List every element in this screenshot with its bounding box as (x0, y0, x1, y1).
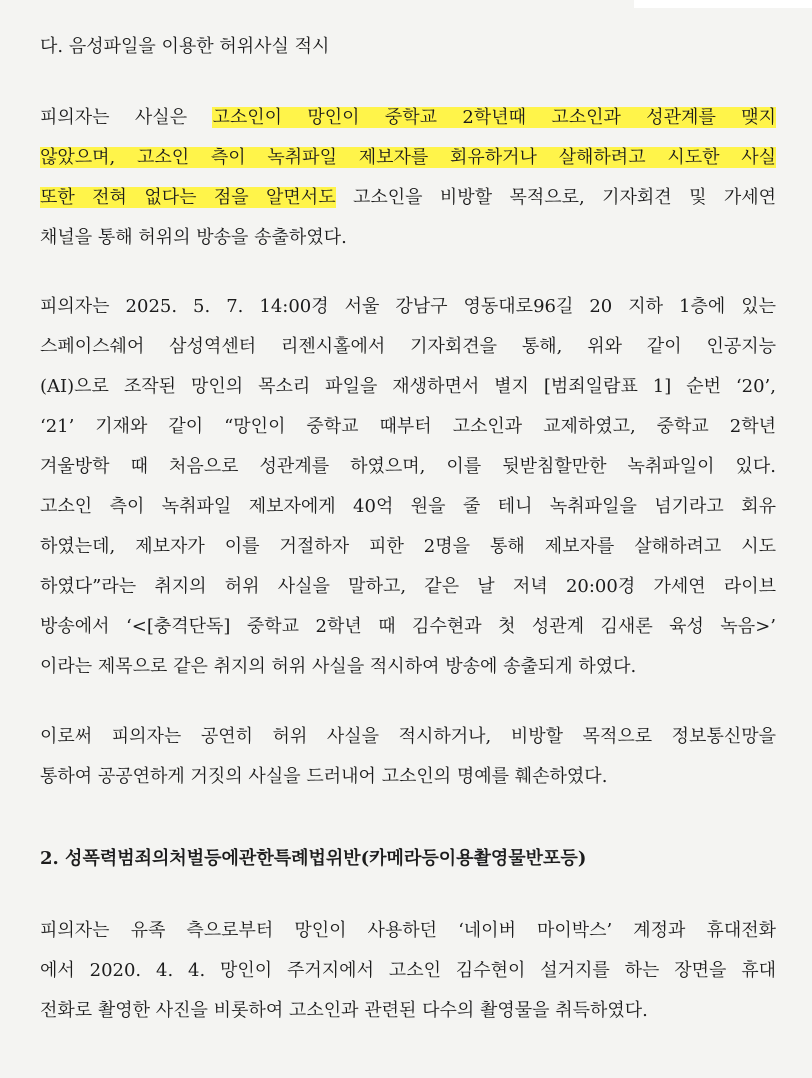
section-title-2: 2. 성폭력범죄의처벌등에관한특례법위반(카메라등이용촬영물반포등) (40, 848, 587, 869)
paragraph-line: 고소인 측이 녹취파일 제보자에게 40억 원을 줄 테니 녹취파일을 넘기라고 회유 (40, 496, 776, 517)
paragraph-line: 또한 전혀 없다는 점을 알면서도 고소인을 비방할 목적으로, 기자회견 및 가세연 (40, 187, 776, 208)
paragraph-line: 방송에서 ‘<[충격단독] 중학교 2학년 때 김수현과 첫 성관계 김새론 육성 녹음>’ (40, 616, 776, 637)
paragraph-line (40, 144, 776, 172)
paragraph-line: 피의자는 2025. 5. 7. 14:00경 서울 강남구 영동대로96길 20 지하 1층에 있는 (40, 296, 776, 317)
paragraph-line: 하였는데, 제보자가 이를 거절하자 피한 2명을 통해 제보자를 살해하려고 시도 (40, 536, 776, 557)
highlighted-text: 또한 전혀 없다는 점을 알면서도 (40, 187, 336, 208)
paragraph-line: 하였다”라는 취지의 허위 사실을 말하고, 같은 날 저녁 20:00경 가세연 라이브 (40, 576, 776, 597)
paragraph-line: 이라는 제목으로 같은 취지의 허위 사실을 적시하여 방송에 송출되게 하였다. (40, 656, 637, 677)
highlighted-text: 고소인이 망인이 중학교 2학년때 고소인과 성관계를 맺지 (212, 107, 776, 128)
paragraph-line: 스페이스쉐어 삼성역센터 리젠시홀에서 기자회견을 통해, 위와 같이 인공지능 (40, 336, 776, 357)
paragraph-line: 겨울방학 때 처음으로 성관계를 하였으며, 이를 뒷받침할만한 녹취파일이 있다. (40, 456, 776, 477)
paragraph-line: 피의자는 사실은 고소인이 망인이 중학교 2학년때 고소인과 성관계를 맺지 (40, 107, 776, 128)
paragraph-line: 피의자는 유족 측으로부터 망인이 사용하던 ‘네이버 마이박스’ 계정과 휴대전화 (40, 920, 776, 941)
header-mark (634, 0, 812, 8)
paragraph-line: ‘21’ 기재와 같이 “망인이 중학교 때부터 고소인과 교제하였고, 중학교 2학년 (40, 416, 776, 437)
paragraph-line: 에서 2020. 4. 4. 망인이 주거지에서 고소인 김수현이 설거지를 하는 장면을 휴대 (40, 960, 776, 981)
section-title-da: 다. 음성파일을 이용한 허위사실 적시 (40, 36, 330, 57)
paragraph-line: 채널을 통해 허위의 방송을 송출하였다. (40, 227, 347, 248)
highlighted-text: 않았으며, 고소인 측이 녹취파일 제보자를 회유하거나 살해하려고 시도한 사실 (40, 147, 776, 168)
paragraph-line: (AI)으로 조작된 망인의 목소리 파일을 재생하면서 별지 [범죄일람표 1] 순번 ‘20’, (40, 376, 776, 397)
paragraph-line: 통하여 공공연하게 거짓의 사실을 드러내어 고소인의 명예를 훼손하였다. (40, 766, 608, 787)
paragraph-line: 전화로 촬영한 사진을 비롯하여 고소인과 관련된 다수의 촬영물을 취득하였다. (40, 1000, 648, 1021)
paragraph-line: 이로써 피의자는 공연히 허위 사실을 적시하거나, 비방할 목적으로 정보통신망을 (40, 726, 776, 747)
